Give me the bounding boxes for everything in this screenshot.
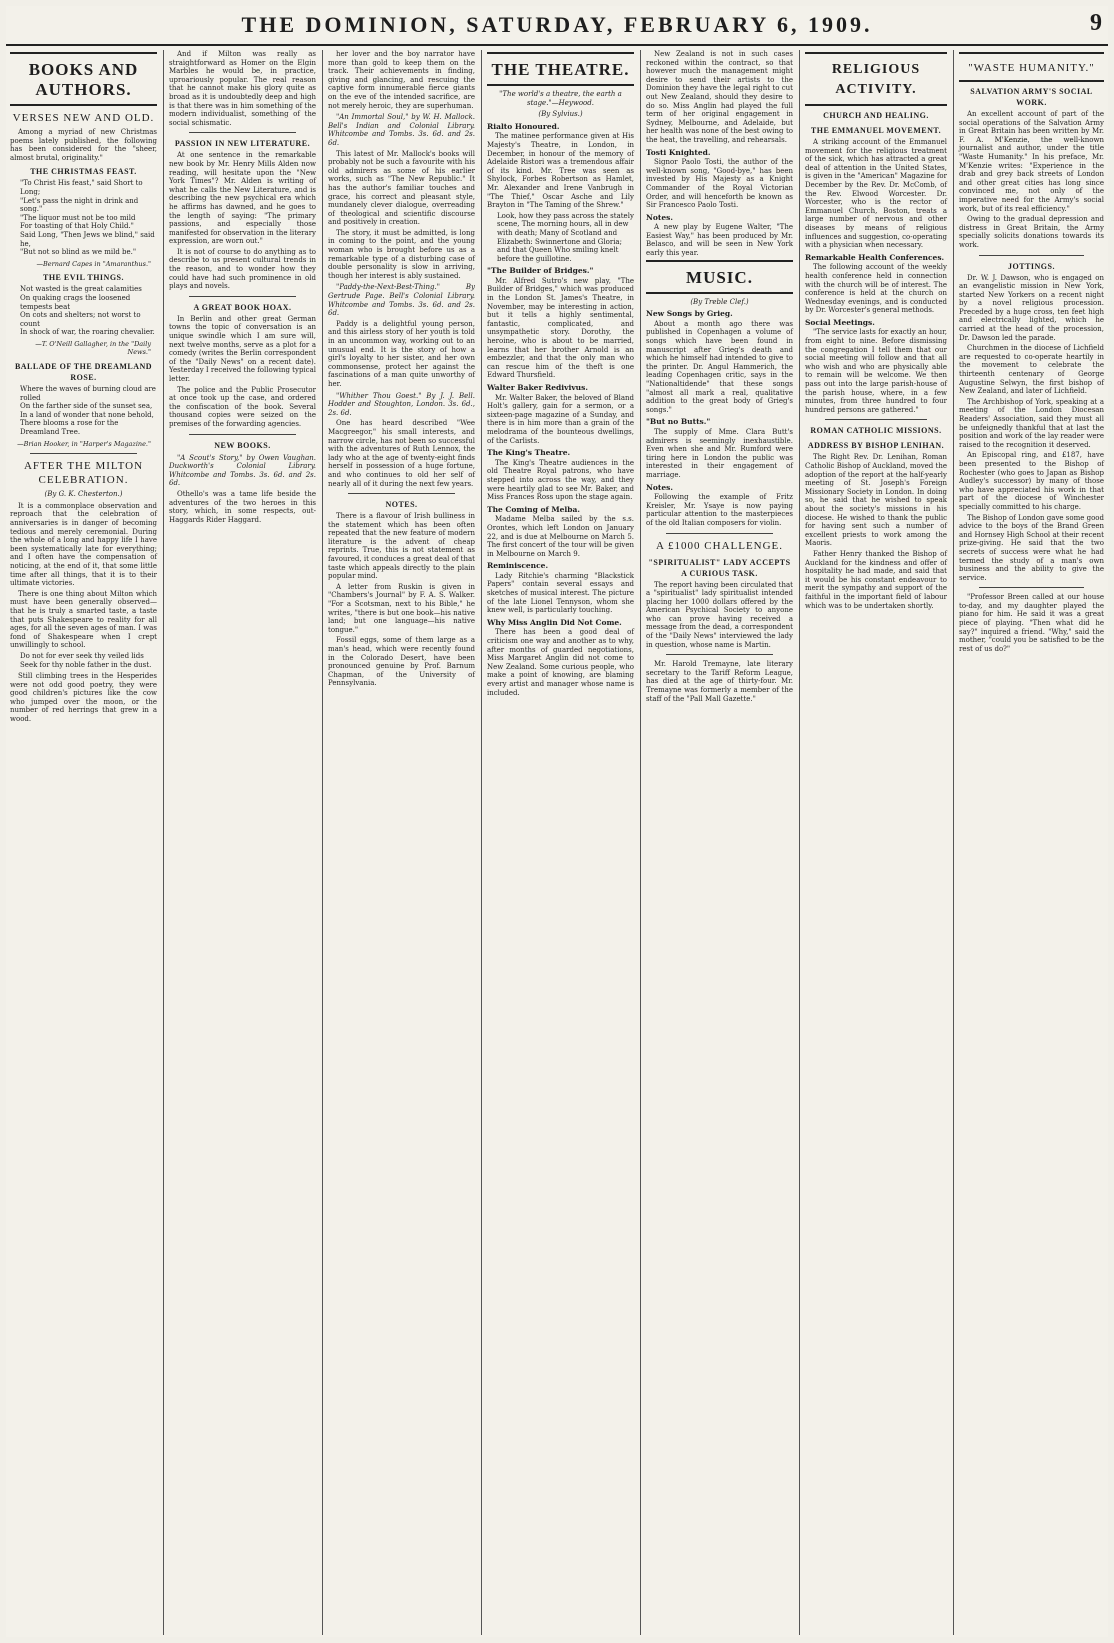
music-paragraph: About a month ago there was published in Copenhagen a volume of songs which have been found in manuscript after Grieg's death and which he himself had intended to give to the printer. Dr. Angul Hammerich, the leading Copenhagen critic, says in the "Nationaltidende" that these songs "almost all mark a real, qualitative addition to the great body of Grieg's songs." xyxy=(646,319,793,414)
item-heading: Rialto Honoured. xyxy=(487,121,560,131)
item-heading: "The Builder of Bridges." xyxy=(487,266,594,276)
music-paragraph: The supply of Mme. Clara Butt's admirers is seemingly inexhaustible. Even when she and Mr. Rumford were tiring here in London the public was interested in their engagement of marriage. xyxy=(646,427,793,479)
poem3-text: Where the waves of burning cloud are rolled On the farther side of the sunset sea, In a land of wonder that none behold, There blooms a rose for the Dreamland Tree. xyxy=(20,385,156,437)
page-number: 9 xyxy=(1090,10,1102,36)
item-heading: Walter Baker Redivivus. xyxy=(487,383,588,392)
poem1-text: "To Christ His feast," said Short to Long; "Let's pass the night in drink and song." "The liquor must not be too mild For toasting of that Holy Child." Said Long, "Then Jews we blind," said he, "But not so blind as we mild be." xyxy=(20,179,155,257)
poem1-attribution: —Bernard Capes in "Amaranthus." xyxy=(36,259,151,268)
column-2 xyxy=(165,50,320,1635)
music-byline: (By Treble Clef.) xyxy=(690,297,749,306)
jottings-paragraph: Churchmen in the diocese of Lichfield are requested to co-operate heartily in the movement to celebrate the thirteenth centenary of George Augustine Selwyn, the first bishop of New Zealand, and later of Lichfield. xyxy=(959,344,1104,396)
column-rule xyxy=(640,50,641,1635)
milton-quote: Do not for ever seek thy veiled lids Seek for thy noble father in the dust. xyxy=(20,651,152,669)
challenge-heading: A £1000 CHALLENGE. xyxy=(655,539,784,552)
salvation-army-subheading: SALVATION ARMY'S SOCIAL WORK. xyxy=(970,87,1093,107)
roman-missions-heading: ROMAN CATHOLIC MISSIONS. xyxy=(810,426,942,436)
jottings-heading: JOTTINGS. xyxy=(1008,261,1055,271)
notes-paragraph: Fossil eggs, some of them large as a man's head, which were recently found in the Colorado Desert, have been pronounced genuine by Prof. Barnum Chapman, of the University of Pennsylvania. xyxy=(328,636,475,688)
theatre-paragraph: A new play by Eugene Walter, "The Easiest Way," has been produced by Mr. Belasco, and will be seen in New York early this year. xyxy=(646,223,793,258)
newspaper-page xyxy=(6,6,1108,1637)
columns xyxy=(6,50,1108,1635)
book-review: Paddy is a delightful young person, and this airless story of her youth is told in an uncommon way, working out to an unusual end. It is the story of how a girl's loyalty to her sister, and her own commonsense, protect her against the fascinations of a man quite unworthy of her. xyxy=(328,319,475,388)
section-title-religious: RELIGIOUS ACTIVITY. xyxy=(831,62,921,97)
milton-byline: (By G. K. Chesterton.) xyxy=(44,490,123,499)
challenge-subheading: "SPIRITUALIST" LADY ACCEPTS A CURIOUS TASK. xyxy=(648,557,791,578)
column-5 xyxy=(642,50,797,1635)
book-review: One has heard described "Wee Macgreegor," his small interests, and narrow circle, has not been so successful with the adventures of Ruth Lennox, the lady who at the age of twenty-eight finds herself in possession of a huge fortune, and who continues to old her self of nearly all of it during the next few years. xyxy=(328,419,475,488)
poem2-title: THE EVIL THINGS. xyxy=(43,273,124,283)
theatre-paragraph: Mr. Alfred Sutro's new play, "The Builder of Bridges," which was produced in the London St. James's Theatre, in November, may be interesting in action, but it tells a highly sentimental, fantastic, complicated, and unsympathetic story. Dorothy, the heroine, who is about to be married, learns that her brother Arnold is an embezzler, and that the only man who can rescue him of the theft is one Edward Thursfield. xyxy=(487,276,634,380)
religious-paragraph: A striking account of the Emmanuel movement for the religious treatment of the sick, which has attracted a great deal of attention in the United States, is given in the "American" Magazine for December by the Rev. Dr. McComb, of the Rev. Elwood Worcester. Dr. Worcester, who is the rector of Emmanuel Church, Boston, treats a large number of nervous and other diseases by means of religious influences and suggestion, co-operating with a physician when necessary. xyxy=(805,138,947,250)
item-heading: Remarkable Health Conferences. xyxy=(805,252,945,262)
book-review: Othello's was a tame life beside the adventures of the two heroes in this story, which, in some respects, out-Haggards Rider Haggard. xyxy=(169,489,316,524)
column-rule xyxy=(322,50,323,1635)
item-heading: Notes. xyxy=(646,482,673,492)
column-rule xyxy=(953,50,954,1635)
verses-intro: Among a myriad of new Christmas poems lately published, the following has been considered for the "sheer, almost brutal, originality." xyxy=(10,128,157,162)
milton-heading: AFTER THE MILTON CELEBRATION. xyxy=(23,460,144,487)
divider xyxy=(666,654,773,655)
section-title-music: MUSIC. xyxy=(686,267,753,287)
hoax-paragraph: The police and the Public Prosecutor at once took up the case, and ordered the confiscation of the book. Several thousand copies were seized on the premises of the forwarding agencies. xyxy=(169,385,316,428)
theatre-byline: (By Sylvius.) xyxy=(538,110,583,119)
column-rule xyxy=(799,50,800,1635)
theatre-paragraph: The King's Theatre audiences in the old Theatre Royal patrons, who have stepped into across the way, and they were heartily glad to see Mr. Baker, and Miss Frances Ross upon the stage again. xyxy=(487,458,634,502)
column-7 xyxy=(955,50,1108,1635)
item-heading: New Songs by Grieg. xyxy=(646,309,733,319)
religious-paragraph: The Right Rev. Dr. Lenihan, Roman Catholic Bishop of Auckland, moved the adoption of the report at the half-yearly meeting of St. Joseph's Foreign Missionary Society in London. In doing so, he said that he wished to speak about the society's missions in his diocese. He wished to thank the public for having sent such a number of excellent priests to work among the Maoris. xyxy=(805,453,947,548)
item-heading: The King's Theatre. xyxy=(487,448,571,458)
divider xyxy=(825,419,927,420)
waste-paragraph: An excellent account of part of the social operations of the Salvation Army in Great Britain has been written by Mr. F. A. M'Kenzie, the well-known journalist and author, under the title "Waste Humanity." In his preface, Mr. M'Kenzie writes: "Experience in the drab and grey back streets of London and other great cities has long since convinced me, not only of the imperative need for the Army's social work, but of its real efficiency." xyxy=(959,110,1104,213)
notes-heading: NOTES. xyxy=(385,500,418,510)
divider xyxy=(30,453,137,454)
verses-heading: VERSES NEW AND OLD. xyxy=(12,112,155,124)
item-heading: The Coming of Melba. xyxy=(487,504,580,514)
religious-paragraph: "The service lasts for exactly an hour, from eight to nine. Before dismissing the congregation I tell them that our social meeting will follow and that all who wish and who are physically able to remain will be welcome. We then pass out into the large parish-house of the parish house, where, in a few minutes, from three hundred to four hundred persons are gathered." xyxy=(805,328,947,414)
jottings-paragraph: The Archbishop of York, speaking at a meeting of the London Diocesan Readers' Association, said they must all be unfeignedly thankful that at last the position and work of the lay reader were raised to the recognition it deserved. xyxy=(959,397,1104,449)
milton-paragraph: There is one thing about Milton which must have been generally observed—that he is truly a smarted taste, a taste that puts Shakespeare to reality for all ages, for all the seven ages of man. I was fond of Shakespeare when I crept unwillingly to school. xyxy=(10,589,157,650)
roman-subheading: ADDRESS BY BISHOP LENIHAN. xyxy=(807,441,945,451)
column-4 xyxy=(483,50,638,1635)
music-paragraph: Following the example of Fritz Kreisler, Mr. Ysaye is now paying particular attention to the masterpieces of the old Italian composers for violin. xyxy=(646,493,793,527)
section-title-books: BOOKS AND AUTHORS. xyxy=(28,60,139,99)
new-books-heading: NEW BOOKS. xyxy=(214,440,271,450)
poem3-title: BALLADE OF THE DREAMLAND ROSE. xyxy=(14,362,153,383)
divider xyxy=(348,493,455,494)
masthead xyxy=(6,6,1108,46)
column-rule xyxy=(481,50,482,1635)
hoax-paragraph: In Berlin and other great German towns the topic of conversation is an unique swindle which I am sure will, next twelve months, serve as a plot for a comedy (writes the Berlin correspondent of the "Daily News" on a recent date). Yesterday I received the following typical letter. xyxy=(169,314,316,383)
item-heading: Social Meetings. xyxy=(805,317,875,327)
theatre-paragraph: New Zealand is not in such cases reckoned within the contract, so that however much the management might desire to send their artists to the Dominion they have the legal right to cut out New Zealand, should they desire to do so. Miss Anglin had played the full term of her original engagement in Sydney, Melbourne, and Adelaide, but her health was none of the best owing to the heat, the travelling, and rehearsals. xyxy=(646,50,793,144)
item-heading: Notes. xyxy=(646,212,673,222)
theatre-paragraph: Lady Ritchie's charming "Blackstick Papers" contain several essays and sketches of musical interest. The picture of the late Lionel Tennyson, whom she knew well, is particularly touching. xyxy=(487,571,634,615)
theatre-verse: Look, how they pass across the stately scene, The morning hours, all in dew with death; Many of Scotland and Elizabeth: Swinnertone and Gloria; and that Queen Who smiling knelt before the guillotine. xyxy=(497,211,634,263)
passion-heading: PASSION IN NEW LITERATURE. xyxy=(174,139,311,149)
jottings-paragraph: Dr. W. J. Dawson, who is engaged on an evangelistic mission in New York, started New Yorkers on a recent night by a novel religious procession. Preceded by a huge cross, ten feet high and electrically lighted, which he carried at the head of the procession, Dr. Dawson led the parade. xyxy=(959,273,1104,342)
item-heading: "But no Butts." xyxy=(646,417,711,427)
book-review: The story, it must be admitted, is long in coming to the point, and the young woman who is brought before us as a remarkable type of a disturbing case of double personality is slow in arriving, though her interest is ably sustained. xyxy=(328,228,475,280)
jottings-paragraph: An Episcopal ring, and £187, have been presented to the Bishop of Rochester (who goes to Japan as Bishop Audley's successor) by many of those who have appreciated his work in that part of the diocese of Winchester specially committed to his charge. xyxy=(959,451,1104,511)
hoax-heading: A GREAT BOOK HOAX. xyxy=(193,302,292,312)
notes-paragraph: There is a flavour of Irish bulliness in the statement which has been often repeated that the new feature of modern literature is the advent of cheap reprints. True, this is not statement as favoured, it conduces a great deal of that taste which appeals directly to the plain popular mind. xyxy=(328,512,475,581)
challenge-paragraph: The report having been circulated that a "spiritualist" lady spiritualist intended placing her 1000 dollars offered by the American Psychical Society to anyone who can prove having received a message from the dead, a correspondent of the "Daily News" interviewed the lady in question, whose name is Martin. xyxy=(646,580,793,649)
divider xyxy=(979,255,1084,256)
theatre-paragraph: The matinee performance given at His Majesty's Theatre, in London, in December, in honour of the memory of Adelaide Ristori was a tremendous affair of its kind. Mr. Tree was seen as Shylock, Forbes Robertson as Hamlet, Mr. Alexander and Irene Vanbrugh in "The Thief," Oscar Asche and Lily Brayton in "The Taming of the Shrew." xyxy=(487,132,634,210)
milton-paragraph: It is a commonplace observation and reproach that the celebration of anniversaries is in danger of becoming tedious and merely ceremonial. During the whole of a long and happy life I have been systematically late for everything; and I often have the compensation of noticing, at the end of it, that some little time after all things, that it is to their ultimate victories. xyxy=(10,501,157,588)
book-listing: "An Immortal Soul," by W. H. Mallock. Bell's Indian and Colonial Library. Whitcombe and Tombs. 3s. 6d. and 2s. 6d. xyxy=(328,113,475,147)
divider xyxy=(189,434,296,435)
column-rule xyxy=(163,50,164,1635)
book-listing: "A Scout's Story," by Owen Vaughan. Duckworth's Colonial Library. Whitcombe and Tombs. 3s. 6d. and 2s. 6d. xyxy=(169,453,316,488)
religious-paragraph: The following account of the weekly health conference held in connection with the church will be of interest. The conference is held at the church on Wednesday evenings, and is conducted by Dr. Worcester's general methods. xyxy=(805,263,947,315)
column-6 xyxy=(801,50,951,1635)
jottings-paragraph: "Professor Breen called at our house to-day, and my daughter played the piano for him. He said it was a great piece of playing. "Then what did he say?" inquired a friend. "Why," said the mother, "could you be satisfied to be the rest of us do?" xyxy=(959,593,1104,653)
poem1-title: THE CHRISTMAS FEAST. xyxy=(30,167,137,177)
notes-paragraph: A letter from Ruskin is given in "Chambers's Journal" by F. A. S. Walker. "For a Scotsman, next to his Bible," he writes, "there is but one book—his native land; but one language—his native tongue." xyxy=(328,582,475,634)
waste-humanity-heading: "WASTE HUMANITY." xyxy=(968,62,1095,74)
masthead-title: THE DOMINION, SATURDAY, FEBRUARY 6, 1909. xyxy=(241,12,873,37)
waste-paragraph: Owing to the gradual depression and distress in Great Britain, the Army specially solicits donations towards its work. xyxy=(959,215,1104,249)
theatre-paragraph: Madame Melba sailed by the s.s. Orontes, which left London on January 22, and is due at Melbourne on March 5. The first concert of the tour will be given in Melbourne on March 9. xyxy=(487,515,634,558)
theatre-epigraph: "The world's a theatre, the earth a stage."—Heywood. xyxy=(499,90,622,107)
poem2-attribution: —T. O'Neill Gallagher, in the "Daily News." xyxy=(35,339,151,357)
column-1 xyxy=(6,50,161,1635)
passion-paragraph: At one sentence in the remarkable new book by Mr. Henry Mills Alden now reading, will hesitate upon the "New York Times"? Mr. Alden is writing of what he calls the New Literature, and is describing the new psychical era which he affirms has dawned, and he goes to the length of saying: "The primary passions, and especially those manifested for observation in the literary expression, are worn out." xyxy=(169,151,316,246)
church-healing-heading: CHURCH AND HEALING. xyxy=(823,111,929,120)
theatre-paragraph: There has been a good deal of criticism one way and another as to why, after months of guarded negotiations, Miss Margaret Anglin did not come to New Zealand. Some curious people, who make a point of knowing, are blaming every artist and manager whose name is included. xyxy=(487,628,634,697)
theatre-paragraph: Mr. Walter Baker, the beloved of Bland Holt's gallery, gain for a sermon, or a sixteen-page magazine of a Sunday, and there is in him more than a grain of the melodrama of the bounteous dwellings, of the Carlists. xyxy=(487,393,634,445)
religious-paragraph: Father Henry thanked the Bishop of Auckland for the kindness and offer of hospitality he had made, and said that it would be his constant endeavour to merit the sympathy and support of the faithful in the important field of labour which was to be undertaken shortly. xyxy=(805,549,947,610)
book-listing: "Paddy-the-Next-Best-Thing." By Gertrude Page. Bell's Colonial Library. Whitcombe and Tombs. 3s. 6d. and 2s. 6d. xyxy=(328,283,475,318)
passion-paragraph: It is not of course to do anything as to describe to us present cultural trends in the reason, and to wonder how they could have had such prominence in old plays and novels. xyxy=(169,247,316,291)
item-heading: Tosti Knighted. xyxy=(646,147,711,157)
milton-paragraph: Still climbing trees in the Hesperides were not odd good poetry, they were good children's pictures like the cow who jumped over the moon, or the number of red herrings that grew in a wood. xyxy=(10,672,157,724)
poem2-text: Not wasted is the great calamities On quaking crags the loosened tempests beat On cots and shelters; not worst to count In shock of war, the roaring chevalier. xyxy=(20,285,155,337)
milton-continued: And if Milton was really as straightforward as Homer on the Elgin Marbles he would be, in practice, uproariously popular. The real reason that he cannot make his glory quite as broad as it is undoubtedly deep and high is that there was in him something of the modern individualist, something of the social schismatic. xyxy=(169,50,316,127)
divider xyxy=(666,533,773,534)
item-heading: Why Miss Anglin Did Not Come. xyxy=(487,617,622,627)
divider xyxy=(979,587,1084,588)
theatre-paragraph: Signor Paolo Tosti, the author of the well-known song, "Good-bye," has been invested by His Majesty as a Knight Commander of the Royal Victorian Order, and will henceforth be known as Sir Francesco Paolo Tosti. xyxy=(646,158,793,210)
divider xyxy=(189,296,296,297)
book-review: her lover and the boy narrator have more than gold to keep them on the track. Their achievements in finding, giving and glancing, and rescuing the captive form innumerable fierce giants on the eve of the intended sacrifice, are not merely heroic, they are superhuman. xyxy=(328,50,475,110)
emmanuel-heading: THE EMMANUEL MOVEMENT. xyxy=(810,126,942,135)
jottings-paragraph: The Bishop of London gave some good advice to the boys of the Brand Green and Hornsey High School at their recent prize-giving. He said that the two secrets of success were what he had termed the study of a man's own business and the ability to give the service. xyxy=(959,513,1104,582)
obituary-paragraph: Mr. Harold Tremayne, late literary secretary to the Tariff Reform League, has died at the age of thirty-four. Mr. Tremayne was formerly a member of the staff of the "Pall Mall Gazette." xyxy=(646,660,793,703)
divider xyxy=(189,132,296,133)
item-heading: Reminiscence. xyxy=(487,561,549,571)
section-title-theatre: THE THEATRE. xyxy=(491,60,630,79)
book-review: This latest of Mr. Mallock's books will probably not be such a favourite with his old admirers as some of his earlier works, such as "The New Republic." It has the author's familiar touches and grace, his correct and pleasant style, mundanely clever dialogue, overreading of theological and scientific discourse and positively in creation. xyxy=(328,149,475,227)
book-listing: "Whither Thou Goest." By J. J. Bell. Hodder and Stoughton, London. 3s. 6d., 2s. 6d. xyxy=(328,391,475,417)
column-3 xyxy=(324,50,479,1635)
poem3-attribution: —Brian Hooker, in "Harper's Magazine." xyxy=(17,439,151,448)
